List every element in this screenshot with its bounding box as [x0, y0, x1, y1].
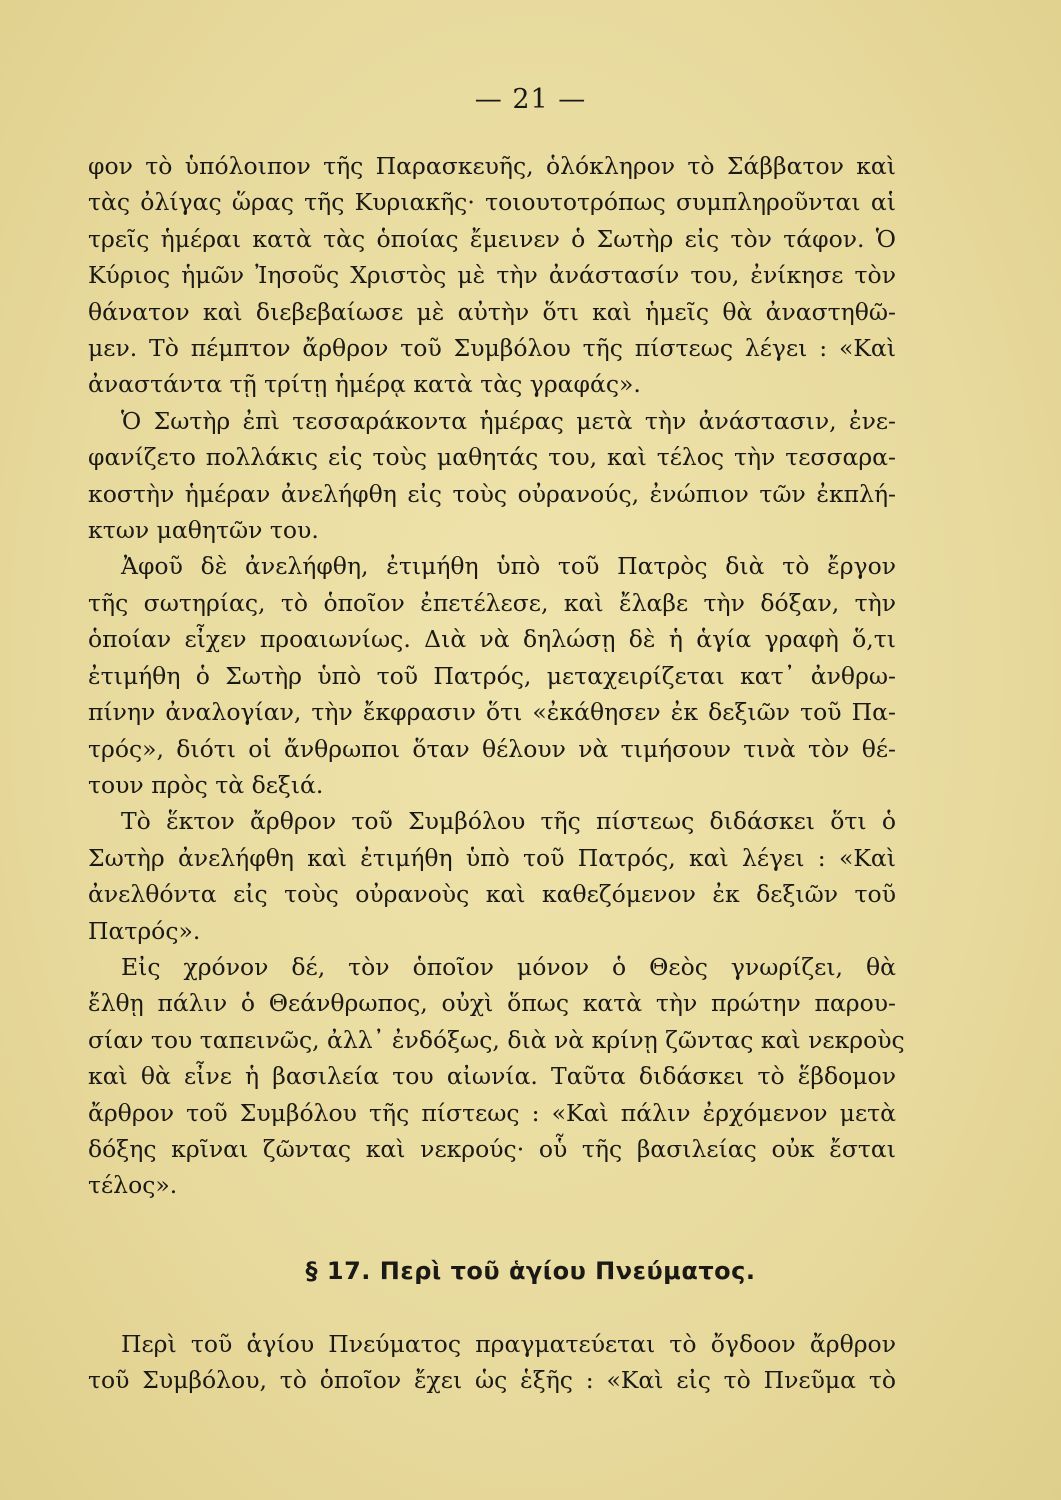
text-line: Πατρός».	[88, 916, 201, 945]
text-line: Περὶ τοῦ ἁγίου Πνεύματος πραγματεύεται τὸ ὄγδοον ἄρθρον	[121, 1330, 896, 1358]
paragraph	[88, 548, 896, 803]
text-line: Σωτὴρ ἀνελήφθη καὶ ἐτιμήθη ὑπὸ τοῦ Πατρός, καὶ λέγει : «Καὶ	[88, 843, 896, 872]
text-line: Κύριος ἡμῶν Ἰησοῦς Χριστὸς μὲ τὴν ἀνάστασίν του, ἐνίκησε τὸν	[88, 261, 896, 290]
paragraph	[88, 949, 905, 1204]
paragraph	[88, 148, 896, 403]
text-line: τουν πρὸς τὰ δεξιά.	[88, 770, 324, 799]
text-line: δόξης κρῖναι ζῶντας καὶ νεκρούς· οὗ τῆς βασιλείας οὐκ ἔσται	[88, 1134, 896, 1163]
text-line: ἐτιμήθη ὁ Σωτὴρ ὑπὸ τοῦ Πατρός, μεταχειρίζεται κατ᾽ ἀνθρω-	[88, 661, 896, 690]
text-line: θάνατον καὶ διεβεβαίωσε μὲ αὐτὴν ὅτι καὶ ἡμεῖς θὰ ἀναστηθῶ-	[88, 297, 896, 326]
text-line: σίαν του ταπεινῶς, ἀλλ᾽ ἐνδόξως, διὰ νὰ κρίνῃ ζῶντας καὶ νεκροὺς	[88, 1025, 905, 1054]
section-text	[88, 1326, 896, 1399]
section-heading: § 17. Περὶ τοῦ ἁγίου Πνεύματος.	[305, 1257, 756, 1285]
paragraph	[88, 1326, 896, 1399]
text-line: φανίζετο πολλάκις εἰς τοὺς μαθητάς του, καὶ τέλος τὴν τεσσαρα-	[88, 443, 896, 472]
paragraph	[88, 403, 896, 549]
text-line: φον τὸ ὑπόλοιπον τῆς Παρασκευῆς, ὁλόκληρον τὸ Σάββατον καὶ	[88, 152, 896, 180]
text-line: Εἰς χρόνον δέ, τὸν ὁποῖον μόνον ὁ Θεὸς γνωρίζει, θὰ	[121, 952, 896, 981]
text-line: τοῦ Συμβόλου, τὸ ὁποῖον ἔχει ὡς ἑξῆς : «Καὶ εἰς τὸ Πνεῦμα τὸ	[88, 1366, 896, 1395]
text-line: ὁποίαν εἶχεν προαιωνίως. Διὰ νὰ δηλώσῃ δὲ ἡ ἁγία γραφὴ ὅ,τι	[88, 625, 896, 654]
text-line: κοστὴν ἡμέραν ἀνελήφθη εἰς τοὺς οὐρανούς, ἐνώπιον τῶν ἐκπλή-	[88, 479, 896, 508]
text-line: τρός», διότι οἱ ἄνθρωποι ὅταν θέλουν νὰ τιμήσουν τινὰ τὸν θέ-	[88, 734, 896, 763]
text-line: τὰς ὀλίγας ὥρας τῆς Κυριακῆς· τοιουτοτρόπως συμπληροῦνται αἱ	[88, 188, 896, 217]
text-line: Τὸ ἕκτον ἄρθρον τοῦ Συμβόλου τῆς πίστεως διδάσκει ὅτι ὁ	[121, 807, 896, 836]
paragraph	[88, 803, 896, 949]
text-line: μεν. Τὸ πέμπτον ἄρθρον τοῦ Συμβόλου τῆς πίστεως λέγει : «Καὶ	[88, 334, 896, 363]
text-line: ἀνελθόντα εἰς τοὺς οὐρανοὺς καὶ καθεζόμενον ἐκ δεξιῶν τοῦ	[88, 880, 896, 909]
text-line: Ὁ Σωτὴρ ἐπὶ τεσσαράκοντα ἡμέρας μετὰ τὴν ἀνάστασιν, ἐνε-	[121, 406, 896, 435]
text-line: Ἀφοῦ δὲ ἀνελήφθη, ἐτιμήθη ὑπὸ τοῦ Πατρὸς διὰ τὸ ἔργον	[121, 552, 896, 581]
text-line: τέλος».	[88, 1171, 178, 1200]
text-line: καὶ θὰ εἶνε ἡ βασιλεία του αἰωνία. Ταῦτα διδάσκει τὸ ἕβδομον	[88, 1062, 896, 1091]
text-line: ἀναστάντα τῇ τρίτῃ ἡμέρᾳ κατὰ τὰς γραφάς».	[88, 370, 641, 399]
text-line: πίνην ἀναλογίαν, τὴν ἔκφρασιν ὅτι «ἐκάθησεν ἐκ δεξιῶν τοῦ Πα-	[88, 698, 896, 727]
text-line: κτων μαθητῶν του.	[88, 516, 319, 545]
text-line: τρεῖς ἡμέραι κατὰ τὰς ὁποίας ἔμεινεν ὁ Σωτὴρ εἰς τὸν τάφον. Ὁ	[88, 224, 896, 253]
page-number: — 21 —	[474, 84, 587, 115]
body-text	[88, 148, 905, 1204]
text-line: τῆς σωτηρίας, τὸ ὁποῖον ἐπετέλεσε, καὶ ἔλαβε τὴν δόξαν, τὴν	[88, 588, 896, 617]
text-line: ἄρθρον τοῦ Συμβόλου τῆς πίστεως : «Καὶ πάλιν ἐρχόμενον μετὰ	[88, 1098, 896, 1127]
text-line: ἔλθῃ πάλιν ὁ Θεάνθρωπος, οὐχὶ ὅπως κατὰ τὴν πρώτην παρου-	[88, 989, 896, 1018]
